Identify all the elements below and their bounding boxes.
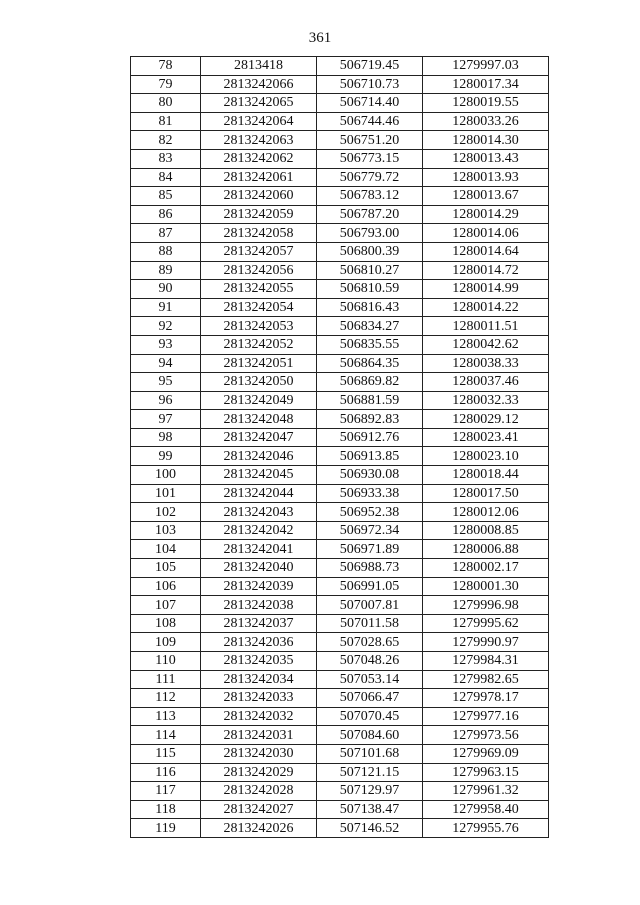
table-row — [131, 689, 549, 708]
y-coordinate-cell: 1279997.03 — [423, 57, 549, 76]
y-coordinate-cell: 1279977.16 — [423, 707, 549, 726]
table-row — [131, 763, 549, 782]
table-row — [131, 205, 549, 224]
table-row — [131, 614, 549, 633]
point-id-cell: 2813242042 — [201, 521, 317, 540]
table-row — [131, 410, 549, 429]
point-id-cell: 2813242031 — [201, 726, 317, 745]
row-number-cell: 84 — [131, 168, 201, 187]
point-id-cell: 2813242027 — [201, 800, 317, 819]
x-coordinate-cell: 506991.05 — [317, 577, 423, 596]
x-coordinate-cell: 507146.52 — [317, 819, 423, 838]
x-coordinate-cell: 506933.38 — [317, 484, 423, 503]
row-number-cell: 107 — [131, 596, 201, 615]
row-number-cell: 79 — [131, 75, 201, 94]
row-number-cell: 105 — [131, 559, 201, 578]
y-coordinate-cell: 1279961.32 — [423, 782, 549, 801]
row-number-cell: 87 — [131, 224, 201, 243]
point-id-cell: 2813242043 — [201, 503, 317, 522]
table-row — [131, 280, 549, 299]
point-id-cell: 2813242033 — [201, 689, 317, 708]
row-number-cell: 97 — [131, 410, 201, 429]
x-coordinate-cell: 506719.45 — [317, 57, 423, 76]
row-number-cell: 111 — [131, 670, 201, 689]
table-row — [131, 521, 549, 540]
y-coordinate-cell: 1280013.43 — [423, 149, 549, 168]
y-coordinate-cell: 1280013.93 — [423, 168, 549, 187]
x-coordinate-cell: 506881.59 — [317, 391, 423, 410]
point-id-cell: 2813242032 — [201, 707, 317, 726]
coordinates-table — [130, 56, 549, 838]
table-row — [131, 744, 549, 763]
row-number-cell: 82 — [131, 131, 201, 150]
table-row — [131, 800, 549, 819]
point-id-cell: 2813242038 — [201, 596, 317, 615]
table-row — [131, 428, 549, 447]
row-number-cell: 90 — [131, 280, 201, 299]
row-number-cell: 89 — [131, 261, 201, 280]
page-number: 361 — [308, 30, 332, 46]
table-row — [131, 298, 549, 317]
point-id-cell: 2813242044 — [201, 484, 317, 503]
point-id-cell: 2813242061 — [201, 168, 317, 187]
row-number-cell: 96 — [131, 391, 201, 410]
row-number-cell: 101 — [131, 484, 201, 503]
row-number-cell: 108 — [131, 614, 201, 633]
point-id-cell: 2813242059 — [201, 205, 317, 224]
row-number-cell: 114 — [131, 726, 201, 745]
row-number-cell: 98 — [131, 428, 201, 447]
x-coordinate-cell: 507121.15 — [317, 763, 423, 782]
point-id-cell: 2813242040 — [201, 559, 317, 578]
y-coordinate-cell: 1280018.44 — [423, 466, 549, 485]
y-coordinate-cell: 1279958.40 — [423, 800, 549, 819]
table-row — [131, 819, 549, 838]
y-coordinate-cell: 1279973.56 — [423, 726, 549, 745]
row-number-cell: 116 — [131, 763, 201, 782]
y-coordinate-cell: 1280013.67 — [423, 187, 549, 206]
x-coordinate-cell: 506793.00 — [317, 224, 423, 243]
y-coordinate-cell: 1280006.88 — [423, 540, 549, 559]
x-coordinate-cell: 506835.55 — [317, 335, 423, 354]
y-coordinate-cell: 1280032.33 — [423, 391, 549, 410]
point-id-cell: 2813242030 — [201, 744, 317, 763]
point-id-cell: 2813242049 — [201, 391, 317, 410]
table-row — [131, 187, 549, 206]
y-coordinate-cell: 1280014.06 — [423, 224, 549, 243]
y-coordinate-cell: 1280012.06 — [423, 503, 549, 522]
x-coordinate-cell: 506864.35 — [317, 354, 423, 373]
y-coordinate-cell: 1280029.12 — [423, 410, 549, 429]
point-id-cell: 2813242035 — [201, 652, 317, 671]
x-coordinate-cell: 506892.83 — [317, 410, 423, 429]
y-coordinate-cell: 1280014.99 — [423, 280, 549, 299]
x-coordinate-cell: 506912.76 — [317, 428, 423, 447]
point-id-cell: 2813242047 — [201, 428, 317, 447]
row-number-cell: 100 — [131, 466, 201, 485]
y-coordinate-cell: 1280014.64 — [423, 242, 549, 261]
table-row — [131, 57, 549, 76]
x-coordinate-cell: 506710.73 — [317, 75, 423, 94]
point-id-cell: 2813242045 — [201, 466, 317, 485]
y-coordinate-cell: 1280042.62 — [423, 335, 549, 354]
table-row — [131, 75, 549, 94]
table-row — [131, 391, 549, 410]
table-row — [131, 726, 549, 745]
point-id-cell: 2813242053 — [201, 317, 317, 336]
y-coordinate-cell: 1280019.55 — [423, 94, 549, 113]
y-coordinate-cell: 1280011.51 — [423, 317, 549, 336]
row-number-cell: 86 — [131, 205, 201, 224]
x-coordinate-cell: 507129.97 — [317, 782, 423, 801]
point-id-cell: 2813242029 — [201, 763, 317, 782]
point-id-cell: 2813242058 — [201, 224, 317, 243]
x-coordinate-cell: 507101.68 — [317, 744, 423, 763]
y-coordinate-cell: 1279996.98 — [423, 596, 549, 615]
table-row — [131, 112, 549, 131]
x-coordinate-cell: 506913.85 — [317, 447, 423, 466]
y-coordinate-cell: 1280033.26 — [423, 112, 549, 131]
x-coordinate-cell: 506773.15 — [317, 149, 423, 168]
x-coordinate-cell: 506714.40 — [317, 94, 423, 113]
table-row — [131, 131, 549, 150]
row-number-cell: 78 — [131, 57, 201, 76]
row-number-cell: 118 — [131, 800, 201, 819]
point-id-cell: 2813242028 — [201, 782, 317, 801]
y-coordinate-cell: 1279982.65 — [423, 670, 549, 689]
table-row — [131, 94, 549, 113]
table-row — [131, 670, 549, 689]
y-coordinate-cell: 1280017.34 — [423, 75, 549, 94]
table-row — [131, 652, 549, 671]
point-id-cell: 2813242054 — [201, 298, 317, 317]
table-row — [131, 633, 549, 652]
table-row — [131, 503, 549, 522]
x-coordinate-cell: 506972.34 — [317, 521, 423, 540]
point-id-cell: 2813242048 — [201, 410, 317, 429]
x-coordinate-cell: 506779.72 — [317, 168, 423, 187]
point-id-cell: 2813242060 — [201, 187, 317, 206]
table-row — [131, 596, 549, 615]
row-number-cell: 106 — [131, 577, 201, 596]
row-number-cell: 112 — [131, 689, 201, 708]
table-row — [131, 317, 549, 336]
table-row — [131, 149, 549, 168]
x-coordinate-cell: 506810.59 — [317, 280, 423, 299]
y-coordinate-cell: 1280014.30 — [423, 131, 549, 150]
row-number-cell: 95 — [131, 373, 201, 392]
y-coordinate-cell: 1279969.09 — [423, 744, 549, 763]
point-id-cell: 2813242055 — [201, 280, 317, 299]
y-coordinate-cell: 1280014.72 — [423, 261, 549, 280]
x-coordinate-cell: 506834.27 — [317, 317, 423, 336]
x-coordinate-cell: 506971.89 — [317, 540, 423, 559]
table-row — [131, 261, 549, 280]
point-id-cell: 2813242046 — [201, 447, 317, 466]
x-coordinate-cell: 507070.45 — [317, 707, 423, 726]
x-coordinate-cell: 506800.39 — [317, 242, 423, 261]
point-id-cell: 2813242064 — [201, 112, 317, 131]
y-coordinate-cell: 1279955.76 — [423, 819, 549, 838]
x-coordinate-cell: 506744.46 — [317, 112, 423, 131]
point-id-cell: 2813242066 — [201, 75, 317, 94]
point-id-cell: 2813242034 — [201, 670, 317, 689]
x-coordinate-cell: 506810.27 — [317, 261, 423, 280]
row-number-cell: 94 — [131, 354, 201, 373]
x-coordinate-cell: 507053.14 — [317, 670, 423, 689]
table-row — [131, 466, 549, 485]
row-number-cell: 115 — [131, 744, 201, 763]
y-coordinate-cell: 1279963.15 — [423, 763, 549, 782]
x-coordinate-cell: 506787.20 — [317, 205, 423, 224]
y-coordinate-cell: 1280023.41 — [423, 428, 549, 447]
y-coordinate-cell: 1279995.62 — [423, 614, 549, 633]
row-number-cell: 113 — [131, 707, 201, 726]
point-id-cell: 2813242057 — [201, 242, 317, 261]
table-row — [131, 540, 549, 559]
row-number-cell: 80 — [131, 94, 201, 113]
x-coordinate-cell: 507011.58 — [317, 614, 423, 633]
row-number-cell: 110 — [131, 652, 201, 671]
y-coordinate-cell: 1280008.85 — [423, 521, 549, 540]
table-row — [131, 577, 549, 596]
row-number-cell: 88 — [131, 242, 201, 261]
y-coordinate-cell: 1280002.17 — [423, 559, 549, 578]
row-number-cell: 117 — [131, 782, 201, 801]
y-coordinate-cell: 1280023.10 — [423, 447, 549, 466]
point-id-cell: 2813242036 — [201, 633, 317, 652]
x-coordinate-cell: 507084.60 — [317, 726, 423, 745]
table-row — [131, 224, 549, 243]
row-number-cell: 104 — [131, 540, 201, 559]
y-coordinate-cell: 1280038.33 — [423, 354, 549, 373]
row-number-cell: 81 — [131, 112, 201, 131]
row-number-cell: 91 — [131, 298, 201, 317]
y-coordinate-cell: 1280017.50 — [423, 484, 549, 503]
point-id-cell: 2813242050 — [201, 373, 317, 392]
row-number-cell: 83 — [131, 149, 201, 168]
point-id-cell: 2813242041 — [201, 540, 317, 559]
table-row — [131, 707, 549, 726]
point-id-cell: 2813242065 — [201, 94, 317, 113]
x-coordinate-cell: 507138.47 — [317, 800, 423, 819]
x-coordinate-cell: 506952.38 — [317, 503, 423, 522]
row-number-cell: 102 — [131, 503, 201, 522]
row-number-cell: 109 — [131, 633, 201, 652]
row-number-cell: 119 — [131, 819, 201, 838]
point-id-cell: 2813242039 — [201, 577, 317, 596]
point-id-cell: 2813242056 — [201, 261, 317, 280]
point-id-cell: 2813242051 — [201, 354, 317, 373]
y-coordinate-cell: 1280037.46 — [423, 373, 549, 392]
x-coordinate-cell: 507007.81 — [317, 596, 423, 615]
point-id-cell: 2813242063 — [201, 131, 317, 150]
x-coordinate-cell: 506869.82 — [317, 373, 423, 392]
point-id-cell: 2813242026 — [201, 819, 317, 838]
table-row — [131, 335, 549, 354]
point-id-cell: 2813242037 — [201, 614, 317, 633]
x-coordinate-cell: 506816.43 — [317, 298, 423, 317]
y-coordinate-cell: 1279990.97 — [423, 633, 549, 652]
table-row — [131, 484, 549, 503]
x-coordinate-cell: 506751.20 — [317, 131, 423, 150]
y-coordinate-cell: 1279984.31 — [423, 652, 549, 671]
y-coordinate-cell: 1280014.22 — [423, 298, 549, 317]
table-row — [131, 168, 549, 187]
table-row — [131, 242, 549, 261]
x-coordinate-cell: 506930.08 — [317, 466, 423, 485]
x-coordinate-cell: 507028.65 — [317, 633, 423, 652]
point-id-cell: 2813418 — [201, 57, 317, 76]
point-id-cell: 2813242052 — [201, 335, 317, 354]
row-number-cell: 103 — [131, 521, 201, 540]
point-id-cell: 2813242062 — [201, 149, 317, 168]
row-number-cell: 85 — [131, 187, 201, 206]
x-coordinate-cell: 506988.73 — [317, 559, 423, 578]
y-coordinate-cell: 1279978.17 — [423, 689, 549, 708]
table-row — [131, 782, 549, 801]
y-coordinate-cell: 1280014.29 — [423, 205, 549, 224]
table-row — [131, 447, 549, 466]
x-coordinate-cell: 507048.26 — [317, 652, 423, 671]
table-row — [131, 559, 549, 578]
x-coordinate-cell: 507066.47 — [317, 689, 423, 708]
table-row — [131, 354, 549, 373]
row-number-cell: 93 — [131, 335, 201, 354]
table-row — [131, 373, 549, 392]
row-number-cell: 92 — [131, 317, 201, 336]
coordinates-table-body — [131, 57, 549, 838]
x-coordinate-cell: 506783.12 — [317, 187, 423, 206]
row-number-cell: 99 — [131, 447, 201, 466]
y-coordinate-cell: 1280001.30 — [423, 577, 549, 596]
